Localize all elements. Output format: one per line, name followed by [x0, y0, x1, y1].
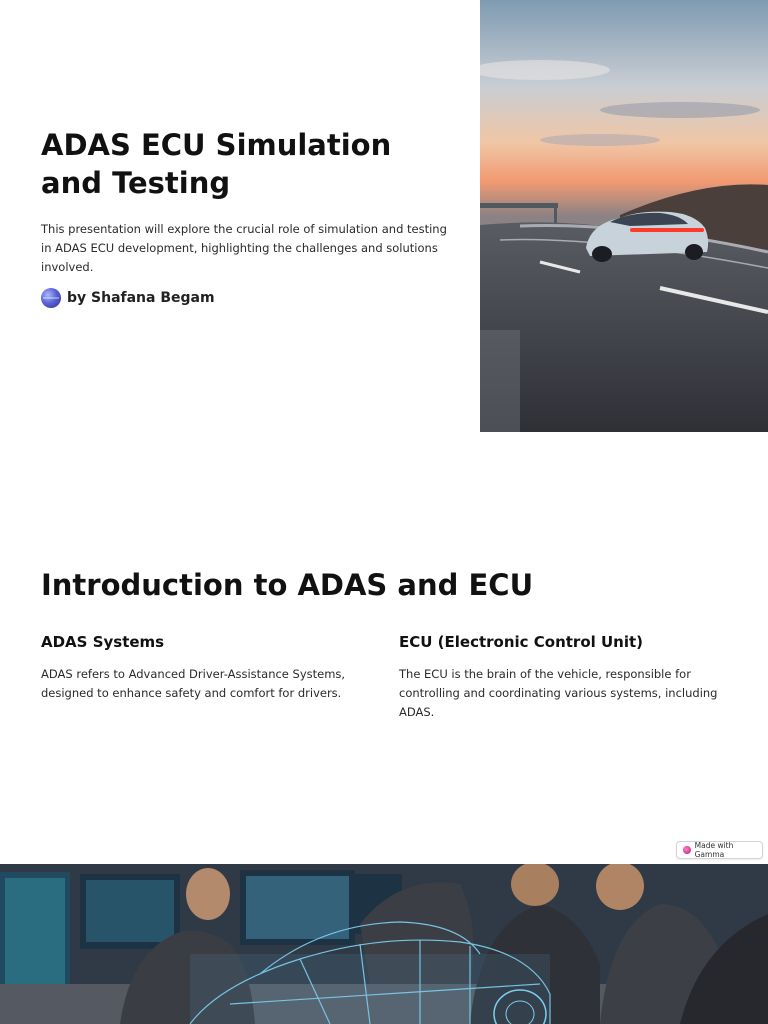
hero-image — [480, 0, 768, 432]
adas-systems-card — [41, 632, 361, 703]
card-body: The ECU is the brain of the vehicle, responsible for controlling and coordinating various systems, including ADAS. — [399, 667, 718, 719]
badge-label: Made with Gamma — [694, 841, 734, 859]
car-on-highway-image — [480, 0, 768, 432]
slide-title: ADAS ECU Simulation and Testing — [41, 128, 392, 200]
title-slide — [0, 0, 768, 432]
author-line — [41, 288, 215, 308]
made-with-gamma-badge[interactable] — [676, 841, 763, 859]
author-name: by Shafana Begam — [67, 290, 215, 306]
avatar — [41, 288, 61, 308]
card-heading: ADAS Systems — [41, 633, 165, 651]
engineers-holographic-car-image — [0, 864, 768, 1024]
gamma-logo-icon — [683, 846, 691, 854]
section-title: Introduction to ADAS and ECU — [41, 568, 534, 602]
ecu-card — [399, 632, 719, 722]
card-heading: ECU (Electronic Control Unit) — [399, 633, 644, 651]
lab-image — [0, 864, 768, 1024]
card-body: ADAS refers to Advanced Driver-Assistance Systems, designed to enhance safety and comfort for drivers. — [41, 667, 346, 700]
slide-description: This presentation will explore the crucial role of simulation and testing in ADAS ECU development, highlighting the challenges and solutions involved. — [41, 222, 447, 274]
